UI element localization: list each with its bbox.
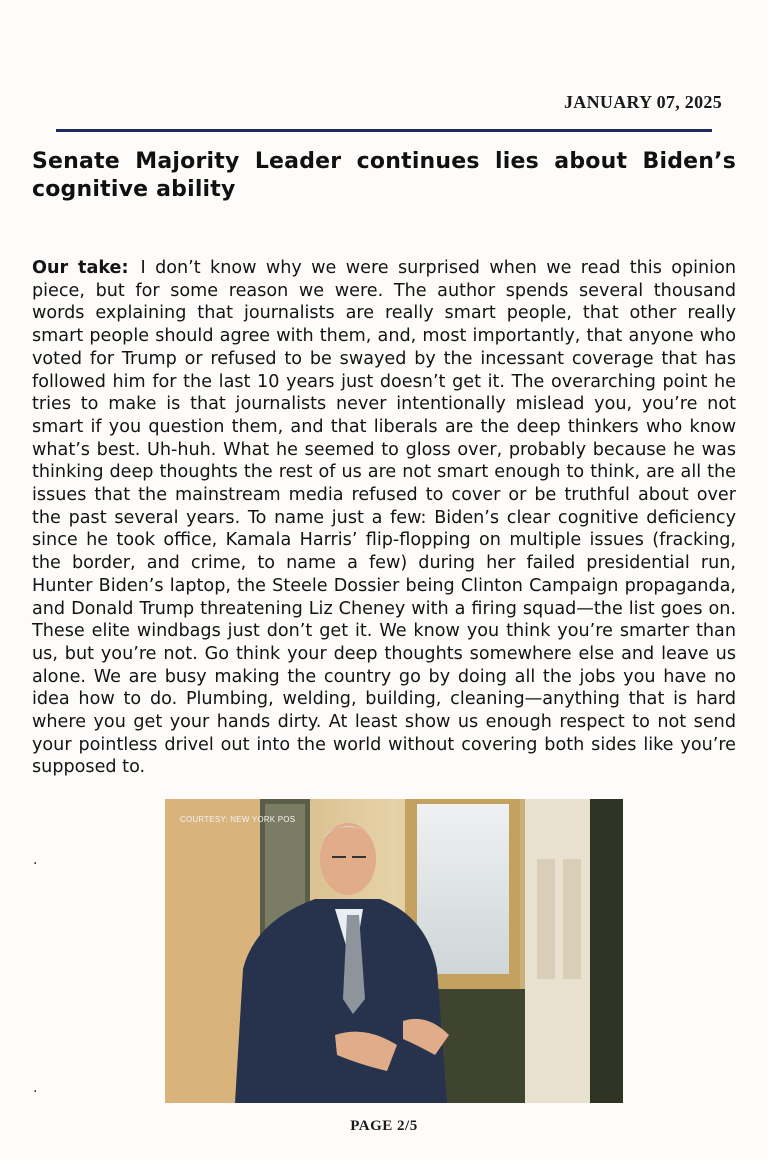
header-divider — [56, 129, 712, 132]
issue-date: JANUARY 07, 2025 — [564, 92, 722, 112]
page-number: PAGE 2/5 — [350, 1118, 418, 1134]
lead-label: Our take: — [32, 258, 129, 278]
margin-dot: . — [33, 1080, 38, 1096]
article-photo — [165, 799, 623, 1103]
article-text: I don’t know why we were surprised when we read this opinion piece, but for some reason we were. The author spends several thousand words explaining that journalists are really smart people, that other really smart people should agree with them, and, most importantly, that anyone who voted for Trump or refused to be swayed by the incessant coverage that has followed him for the last 10 years just doesn’t get it. The overarching point he tries to make is that journalists never intentionally mislead you, you’re not smart if you question them, and that liberals are the deep thinkers who know what’s best. Uh-huh. What he seemed to gloss over, probably because he was thinking deep thoughts the rest of us are not smart enough to think, are all the issues that the mainstream media refused to cover or be truthful about over the past several years. To name just a few: Biden’s clear cognitive deficiency since he took office, Kamala Harris’ flip-flopping on multiple issues (fracking, the border, and crime, to name a few) during her failed presidential run, Hunter Biden’s laptop, the Steele Dossier being Clinton Campaign propaganda, and Donald Trump threatening Liz Cheney with a firing squad—the list goes on. These elite windbags just don’t get it. We know you think you’re smarter than us, but you’re not. Go think your deep thoughts somewhere else and leave us alone. We are busy making the country go by doing all the jobs you have no idea how to do. Plumbing, welding, building, cleaning—anything that is hard where you get your hands dirty. At least show us enough respect to not send your pointless drivel out into the world without covering both sides like you’re supposed to. — [32, 258, 736, 778]
margin-dot: . — [33, 852, 38, 868]
article-headline: Senate Majority Leader continues lies about Biden’s cognitive ability — [32, 149, 736, 202]
photo-illustration — [165, 799, 623, 1103]
photo-credit: COURTESY: NEW YORK POS — [180, 815, 296, 824]
article-body — [32, 257, 736, 779]
